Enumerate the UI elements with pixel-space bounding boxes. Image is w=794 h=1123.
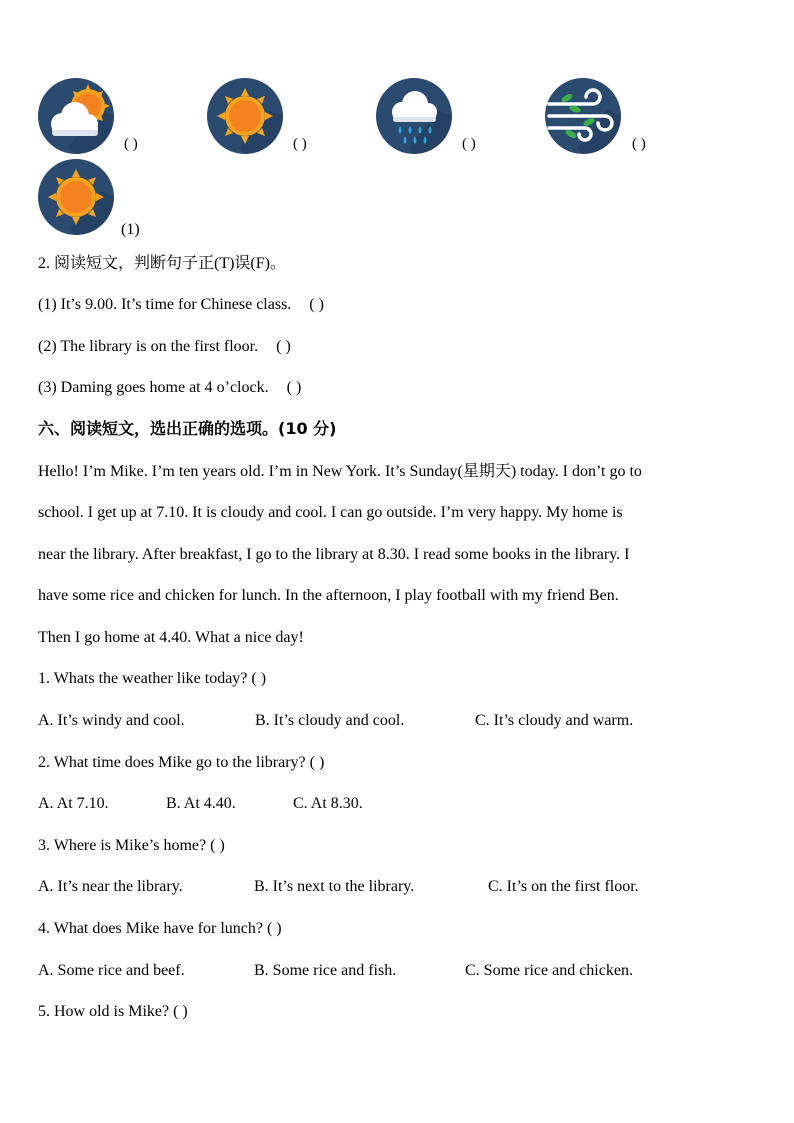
true-false-item bbox=[38, 378, 301, 398]
option-b[interactable]: B. It’s cloudy and cool. bbox=[255, 712, 405, 729]
true-false-item bbox=[38, 295, 324, 315]
passage-line: Hello! I’m Mike. I’m ten years old. I’m in New York. It’s Sunday(星期天) today. I don’t go to bbox=[38, 463, 642, 480]
answer-blank[interactable]: ( ) bbox=[124, 136, 138, 152]
option-a[interactable]: A. Some rice and beef. bbox=[38, 962, 185, 979]
option-c[interactable]: C. Some rice and chicken. bbox=[465, 962, 633, 979]
passage-line: near the library. After breakfast, I go to the library at 8.30. I read some books in the library. I bbox=[38, 546, 630, 563]
answer-blank[interactable]: ( ) bbox=[276, 338, 291, 355]
option-b[interactable]: B. At 4.40. bbox=[166, 795, 236, 812]
option-a[interactable]: A. At 7.10. bbox=[38, 795, 109, 812]
question: 4. What does Mike have for lunch? ( ) bbox=[38, 920, 282, 937]
passage-line: Then I go home at 4.40. What a nice day! bbox=[38, 629, 304, 646]
option-c[interactable]: C. At 8.30. bbox=[293, 795, 363, 812]
passage-line: have some rice and chicken for lunch. In the afternoon, I play football with my friend Ben. bbox=[38, 587, 619, 604]
option-b[interactable]: B. Some rice and fish. bbox=[254, 962, 397, 979]
sunny-icon bbox=[207, 78, 283, 154]
section2-heading: 2. 阅读短文，判断句子正(T)误(F)。 bbox=[38, 255, 286, 272]
answer-blank[interactable]: ( ) bbox=[309, 296, 324, 313]
sunny-icon bbox=[38, 159, 114, 235]
windy-icon bbox=[545, 78, 621, 154]
answer-label: (1) bbox=[121, 221, 140, 238]
option-c[interactable]: C. It’s cloudy and warm. bbox=[475, 712, 634, 729]
question: 5. How old is Mike? ( ) bbox=[38, 1003, 188, 1020]
true-false-item bbox=[38, 337, 291, 357]
section6-heading: 六、阅读短文，选出正确的选项。(10 分) bbox=[38, 419, 337, 438]
option-a[interactable]: A. It’s near the library. bbox=[38, 878, 183, 895]
question: 2. What time does Mike go to the library? ( ) bbox=[38, 754, 325, 771]
question: 3. Where is Mike’s home? ( ) bbox=[38, 837, 225, 854]
option-b[interactable]: B. It’s next to the library. bbox=[254, 878, 415, 895]
passage-line: school. I get up at 7.10. It is cloudy and cool. I can go outside. I’m very happy. My home is bbox=[38, 504, 623, 521]
option-c[interactable]: C. It’s on the first floor. bbox=[488, 878, 639, 895]
answer-blank[interactable]: ( ) bbox=[632, 136, 646, 152]
cloudy-sun-icon bbox=[38, 78, 114, 154]
answer-blank[interactable]: ( ) bbox=[286, 379, 302, 396]
option-a[interactable]: A. It’s windy and cool. bbox=[38, 712, 185, 729]
statement-text: (3) Daming goes home at 4 o’clock. bbox=[38, 379, 269, 396]
rain-icon bbox=[376, 78, 452, 154]
statement-text: (2) The library is on the first floor. bbox=[38, 338, 259, 355]
answer-blank[interactable]: ( ) bbox=[293, 136, 307, 152]
question: 1. Whats the weather like today? ( ) bbox=[38, 670, 267, 687]
answer-blank[interactable]: ( ) bbox=[462, 136, 476, 152]
statement-text: (1) It’s 9.00. It’s time for Chinese class. bbox=[38, 296, 292, 313]
